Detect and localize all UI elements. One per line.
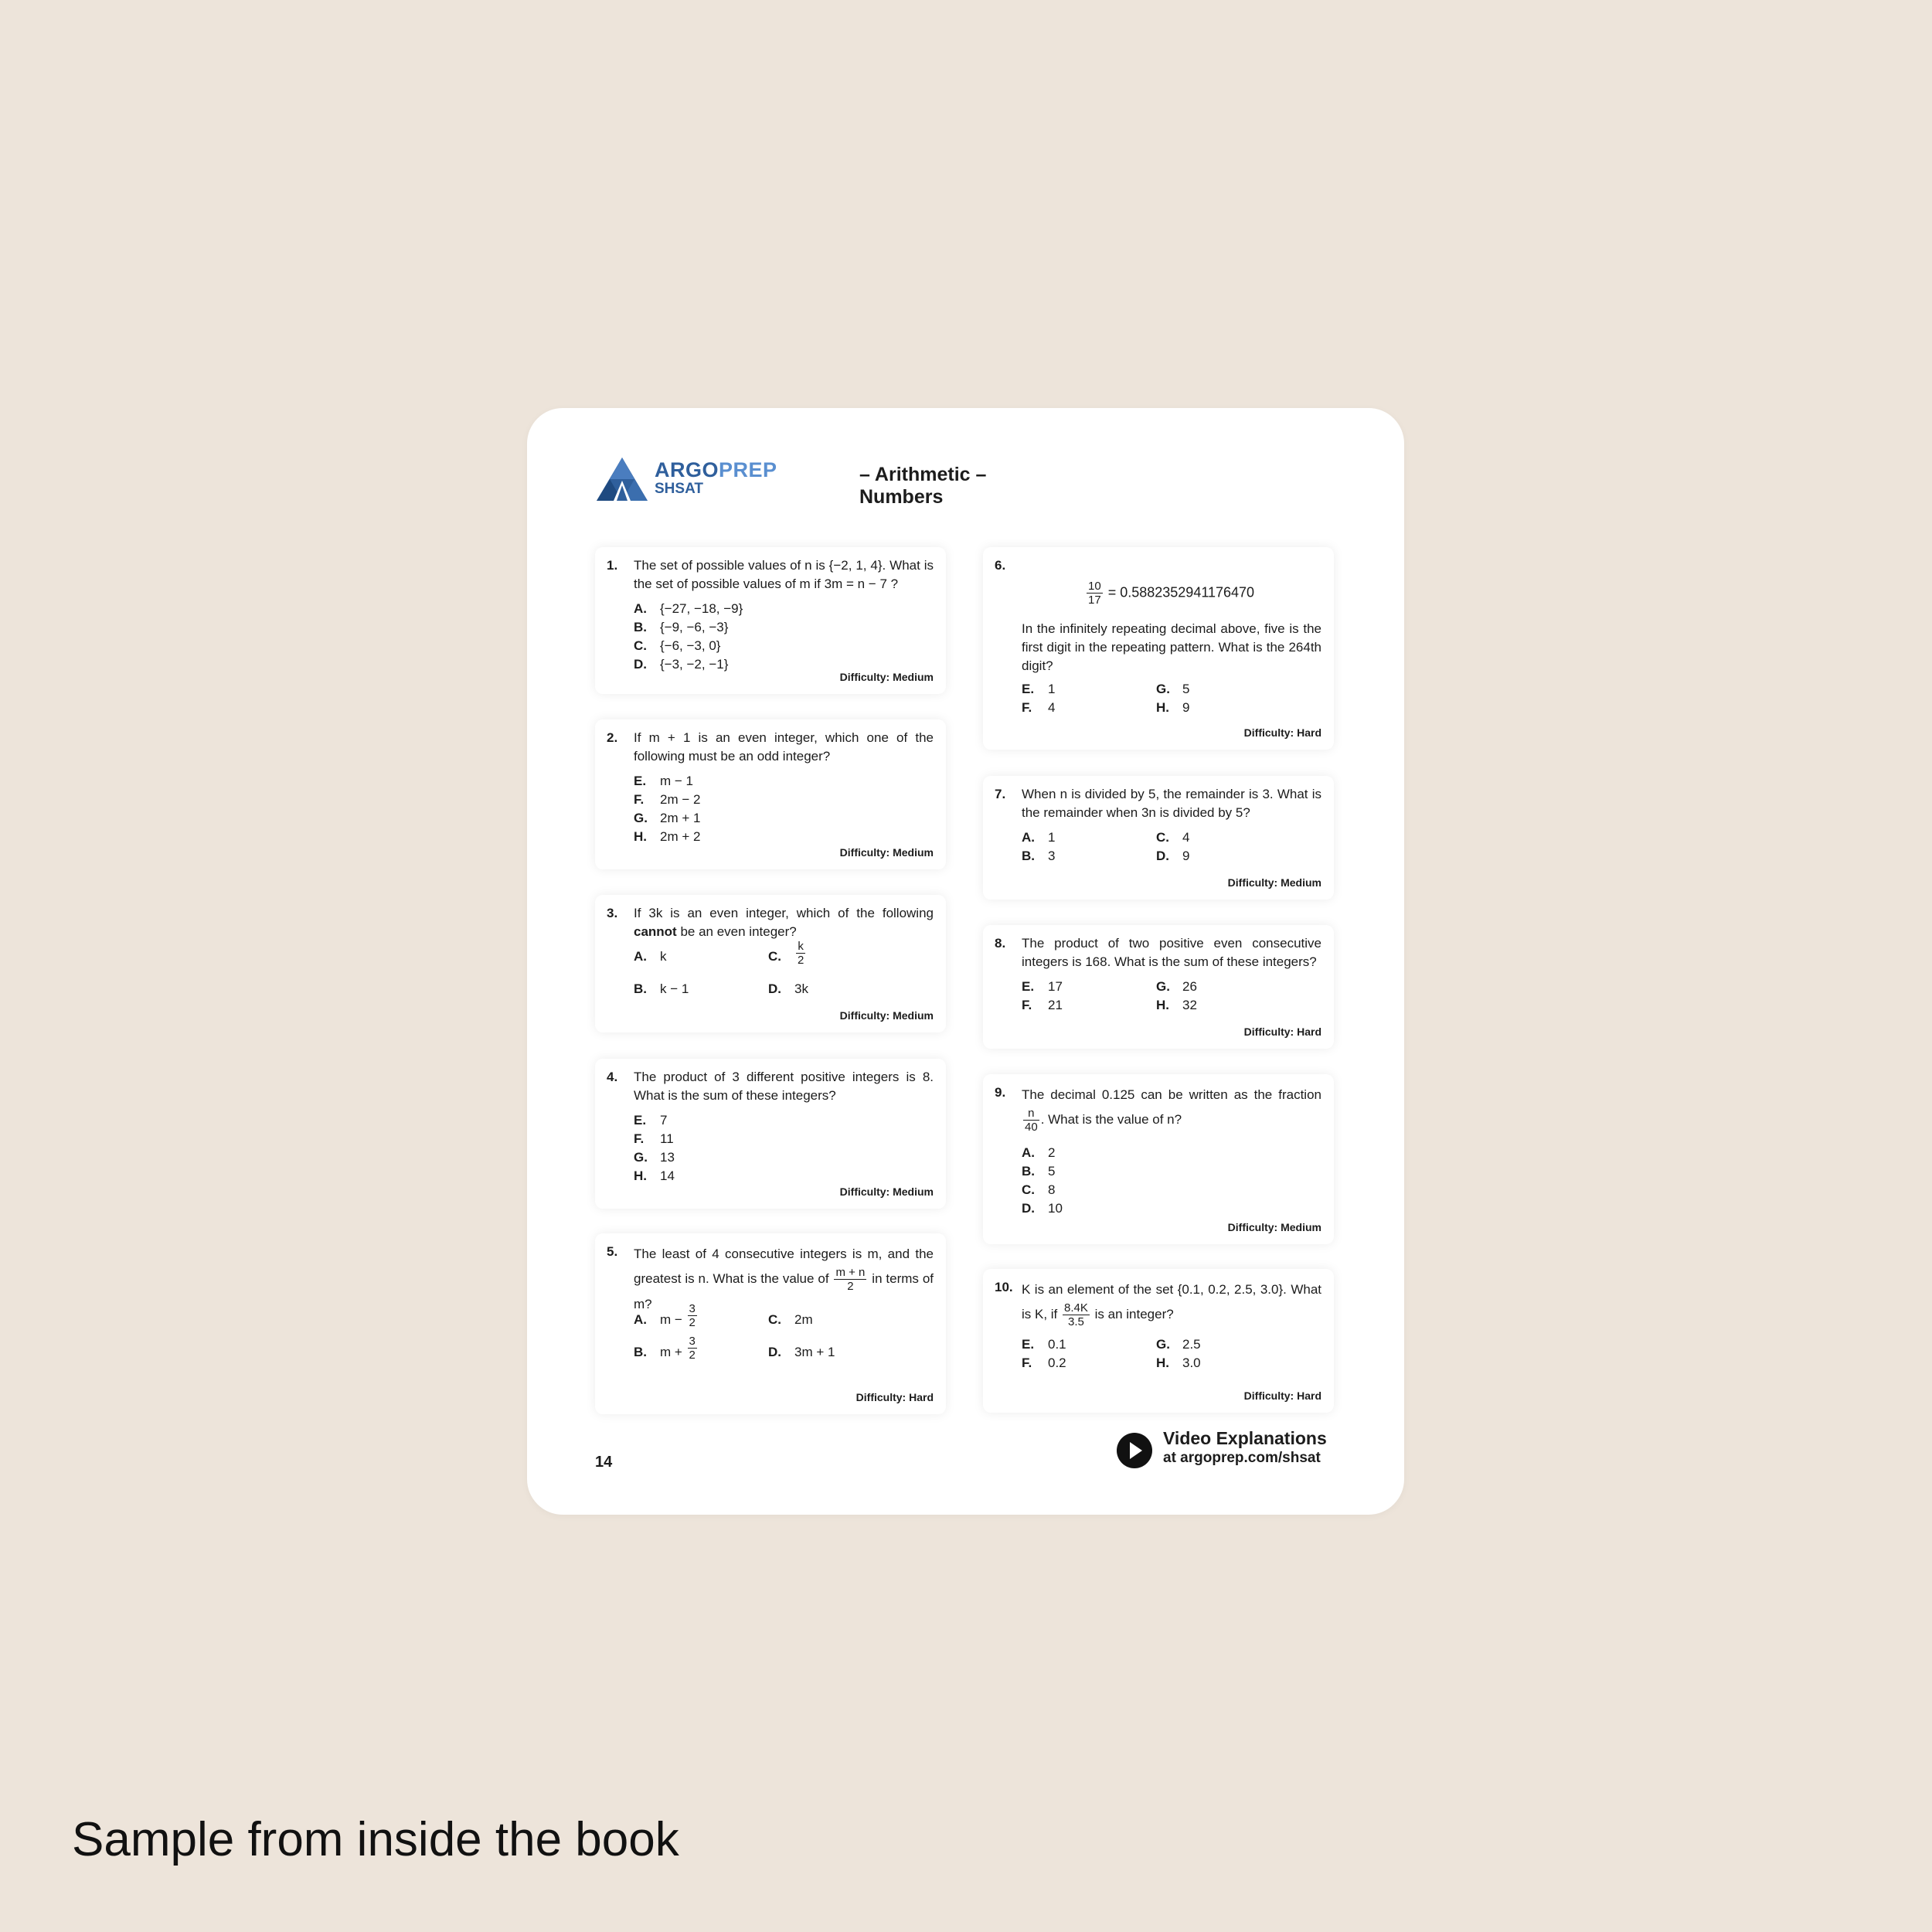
fraction: $\frac{8.4K}{3.5}$ (1064, 1301, 1088, 1328)
fraction: $\frac{10}{17}$ (1088, 580, 1101, 607)
page-number: 14 (595, 1454, 613, 1471)
difficulty-label: Difficulty: Hard (1243, 1026, 1321, 1038)
answer-option[interactable]: E. 0.1 (1022, 1337, 1066, 1352)
answer-option[interactable]: C. 4 (1156, 830, 1190, 845)
fraction: $\frac{m + n}{2}$ (835, 1266, 866, 1293)
answer-option[interactable]: F. 21 (1022, 998, 1063, 1012)
question-card-5 (595, 1233, 946, 1414)
difficulty-label: Difficulty: Hard (855, 1391, 934, 1403)
difficulty-label: Difficulty: Hard (1243, 1389, 1321, 1402)
question-text: In the infinitely repeating decimal above, five is the first digit in the repeating pattern. What is the 264th digit? (1022, 621, 1321, 673)
answer-option[interactable]: E. 1 (1022, 682, 1056, 696)
question-text: When n is divided by 5, the remainder is 3. What is the remainder when 3n is divided by 5? (1022, 787, 1321, 820)
video-title: Video Explanations (1163, 1428, 1327, 1448)
answer-option[interactable]: A. k (634, 949, 667, 964)
fraction: $\frac{k}{2}$ (798, 940, 804, 967)
book-page (527, 408, 1404, 1515)
play-icon (1117, 1433, 1152, 1468)
question-number: 10. (995, 1280, 1013, 1294)
answer-option[interactable]: G. 2.5 (1156, 1337, 1201, 1352)
question-number: 7. (995, 787, 1006, 801)
question-number: 1. (607, 558, 618, 573)
answer-option[interactable]: B. 3 (1022, 849, 1056, 863)
caption: Sample from inside the book (72, 1813, 679, 1866)
answer-option[interactable]: B. m + $\frac{3}{2}$ (634, 1335, 696, 1362)
question-text: The product of 3 different positive integers is 8. What is the sum of these integers? (634, 1070, 934, 1103)
question-text: The least of 4 consecutive integers is m, and the greatest is n. What is the value of $\frac{m + n}{2}$ in terms of m? (634, 1247, 934, 1311)
brand-subtitle: SHSAT (655, 481, 703, 497)
difficulty-label: Difficulty: Medium (1227, 1221, 1321, 1233)
question-number: 3. (607, 906, 618, 920)
answer-option[interactable]: G. 5 (1156, 682, 1190, 696)
video-url: at argoprep.com/shsat (1163, 1450, 1321, 1466)
question-card-1: 1. The set of possible values of n is {−2, 1, 4}. What is the set of possible values of m if 3m = n − 7 ? A. {−27, −18, −9} B. {−9, −6, −3} C. {−6, −3, 0} D. {−3, −2, −1} Difficulty: Medium (595, 547, 946, 694)
answer-option[interactable]: H. 32 (1156, 998, 1197, 1012)
question-text: The decimal 0.125 can be written as the fraction $\frac{n}{40}$ . What is the value of n? (1022, 1087, 1321, 1134)
difficulty-label: Difficulty: Medium (1227, 876, 1321, 889)
question-card-8 (983, 925, 1334, 1049)
question-text: The product of two positive even consecutive integers is 168. What is the sum of these integers? (1022, 936, 1321, 969)
argoprep-logo-icon (597, 457, 648, 504)
question-text: If 3k is an even integer, which of the following cannot be an even integer? (634, 906, 934, 939)
answer-option[interactable]: C. 2m (768, 1312, 813, 1327)
question-card-3 (595, 895, 946, 1032)
fraction: $\frac{3}{2}$ (689, 1302, 696, 1330)
answer-option[interactable]: A. 1 (1022, 830, 1056, 845)
answer-option[interactable]: B. k − 1 (634, 981, 689, 996)
answer-option[interactable]: C. $\frac{k}{2}$ (768, 940, 804, 967)
question-number: 8. (995, 936, 1006, 951)
answer-option[interactable]: H. 9 (1156, 700, 1190, 715)
question-card-4: 4. The product of 3 different positive integers is 8. What is the sum of these integers? E. 7 F. 11 G. 13 H. 14 Difficulty: Medium (595, 1059, 946, 1209)
fraction: $\frac{3}{2}$ (689, 1335, 696, 1362)
answer-option[interactable]: G. 26 (1156, 979, 1197, 994)
question-card-9: 9. The decimal 0.125 can be written as the fraction $\frac{n}{40}$ . What is the value of n? A. 2 B. 5 C. 8 D. 10 Difficulty: Medium (983, 1074, 1334, 1244)
question-text: K is an element of the set {0.1, 0.2, 2.5, 3.0}. What is K, if $\frac{8.4K}{3.5}$ is an integer? (1022, 1282, 1321, 1328)
question-number: 9. (995, 1085, 1006, 1100)
fraction: $\frac{n}{40}$ (1025, 1107, 1038, 1134)
question-text: If m + 1 is an even integer, which one of the following must be an odd integer? (634, 730, 934, 764)
question-number: 5. (607, 1244, 618, 1259)
answer-option[interactable]: E. 17 (1022, 979, 1063, 994)
chapter-title: – Arithmetic – Numbers (859, 464, 987, 508)
question-card-6 (983, 547, 1334, 750)
answer-option[interactable]: D. 3m + 1 (768, 1345, 835, 1359)
answer-option[interactable]: F. 4 (1022, 700, 1056, 715)
question-number: 2. (607, 730, 618, 745)
difficulty-label: Difficulty: Medium (839, 846, 934, 859)
answer-option[interactable]: A. m − $\frac{3}{2}$ (634, 1302, 696, 1330)
question-card-2: 2. If m + 1 is an even integer, which one of the following must be an odd integer? E. m − 1 F. 2m − 2 G. 2m + 1 H. 2m + 2 Difficulty: Medium (595, 719, 946, 869)
brand-name: ARGOPREP (655, 458, 777, 481)
answer-option[interactable]: H. 3.0 (1156, 1355, 1201, 1370)
equation: $\frac{10}{17}$ = 0.5882352941176470 (1088, 580, 1255, 607)
difficulty-label: Difficulty: Medium (839, 671, 934, 683)
page-header (597, 456, 1060, 510)
video-explanations-link[interactable] (1117, 1428, 1341, 1471)
question-number: 6. (995, 558, 1006, 573)
question-card-10 (983, 1269, 1334, 1413)
difficulty-label: Difficulty: Medium (839, 1185, 934, 1198)
answer-option[interactable]: F. 0.2 (1022, 1355, 1066, 1370)
answer-option[interactable]: D. 9 (1156, 849, 1190, 863)
difficulty-label: Difficulty: Medium (839, 1009, 934, 1022)
question-card-7 (983, 776, 1334, 900)
question-number: 4. (607, 1070, 618, 1084)
answer-option[interactable]: D. 3k (768, 981, 808, 996)
difficulty-label: Difficulty: Hard (1243, 726, 1321, 739)
question-text: The set of possible values of n is {−2, 1, 4}. What is the set of possible values of m if 3m = n − 7 ? (634, 558, 934, 591)
